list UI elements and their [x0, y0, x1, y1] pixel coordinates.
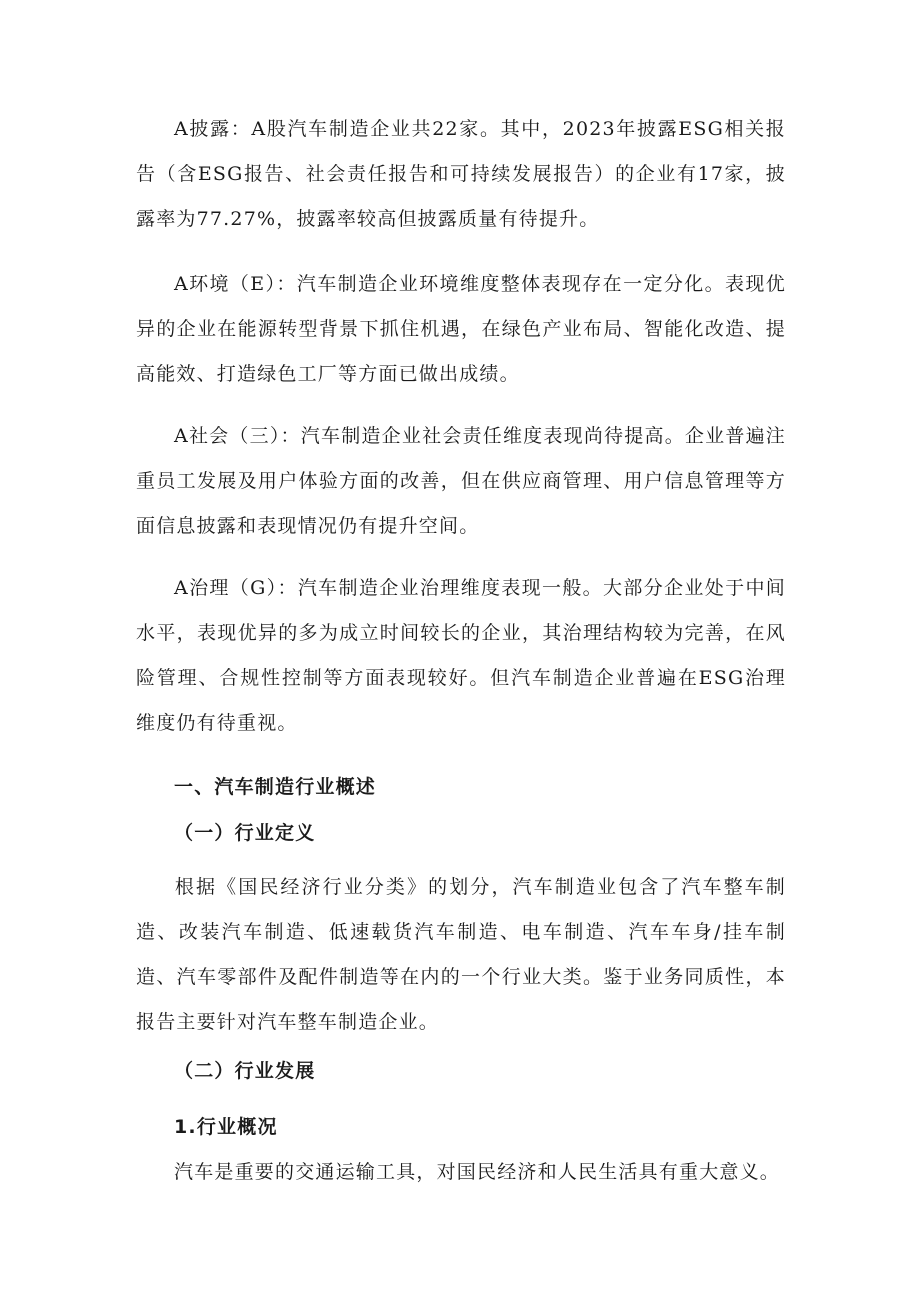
item-heading-industry-overview [174, 1112, 278, 1142]
paragraph-definition-text: 根据《国民经济行业分类》的划分，汽车制造业包含了汽车整车制造、改装汽车制造、低速载货汽车制造、电车制造、汽车车身/挂车制造、汽车零部件及配件制造等在内的一个行业大类。鉴于业务同质性，本报告主要针对汽车整车制造企业。 [136, 876, 786, 1033]
paragraph-governance-text: A治理（G）：汽车制造企业治理维度表现一般。大部分企业处于中间水平，表现优异的多为成立时间较长的企业，其治理结构较为完善，在风险管理、合规性控制等方面表现较好。但汽车制造企业普遍在ESG治理维度仍有待重视。 [136, 577, 786, 734]
subsection-heading-development: （二）行业发展 [174, 1060, 316, 1082]
paragraph-social-text: A社会（三）：汽车制造企业社会责任维度表现尚待提高。企业普遍注重员工发展及用户体验方面的改善，但在供应商管理、用户信息管理等方面信息披露和表现情况仍有提升空间。 [136, 425, 786, 537]
paragraph-overview-text: 汽车是重要的交通运输工具，对国民经济和人民生活具有重大意义。 [174, 1161, 781, 1183]
subsection-heading-definition: （一）行业定义 [174, 822, 316, 844]
paragraph-environment [136, 262, 786, 397]
paragraph-social [136, 414, 786, 549]
paragraph-governance [136, 566, 786, 746]
section-heading-overview: 一、汽车制造行业概述 [174, 776, 377, 798]
item-number: 1 [174, 1116, 189, 1138]
paragraph-definition [136, 865, 786, 1045]
paragraph-overview [136, 1150, 786, 1195]
item-label: .行业概况 [188, 1116, 278, 1138]
paragraph-disclosure-text: A披露：A股汽车制造企业共22家。其中，2023年披露ESG相关报告（含ESG报告、社会责任报告和可持续发展报告）的企业有17家，披露率为77.27%，披露率较高但披露质量有待提升。 [136, 118, 786, 230]
paragraph-disclosure [136, 107, 786, 242]
paragraph-environment-text: A环境（E）：汽车制造企业环境维度整体表现存在一定分化。表现优异的企业在能源转型背景下抓住机遇，在绿色产业布局、智能化改造、提高能效、打造绿色工厂等方面已做出成绩。 [136, 273, 786, 385]
